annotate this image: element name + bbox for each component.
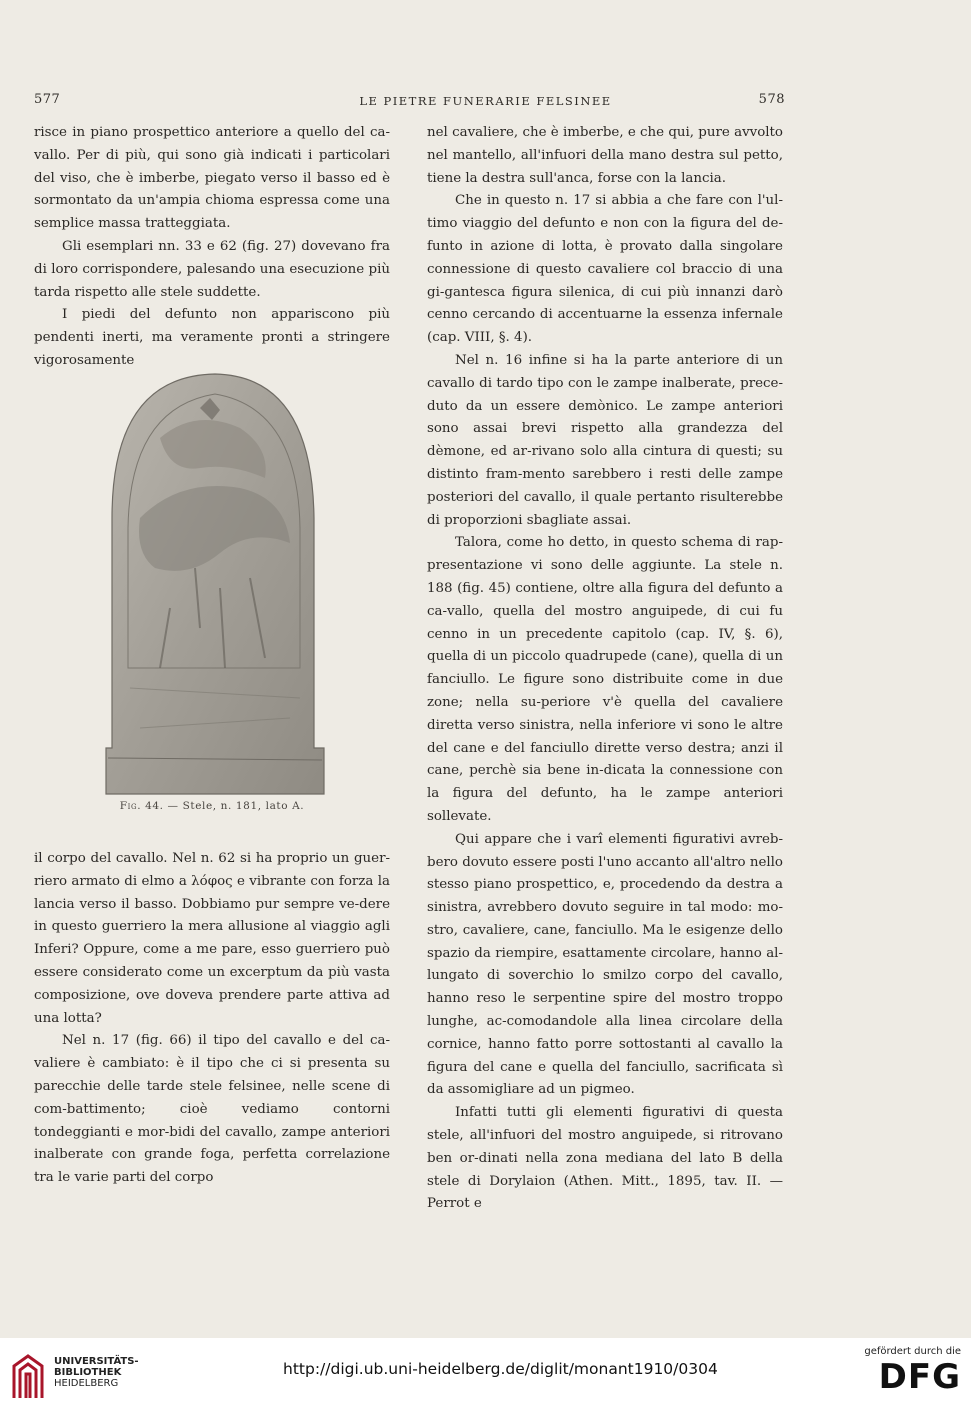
figure-caption-text: — Stele, n. 181, lato A.: [167, 800, 305, 812]
digitization-footer: [0, 1338, 971, 1414]
dfg-logo: DFG: [878, 1357, 961, 1397]
left-column-bottom: [34, 848, 390, 1190]
paragraph: Qui appare che i varî elementi figurativi avreb-bero dovuto essere posti l'uno accanto all'altro nello stesso piano prospettico, e, procedendo da destra a sinistra, avrebbero dovuto seguire in tal modo: mo-stro, cavaliere, cane, fanciullo. Ma le esigenze dello spazio da riempire, esattamente circolare, hanno al-lungato di soverchio lo smilzo corpo del cavallo, hanno reso le serpentine spire del mostro troppo lunghe, ac-comodandole alla linea circolare della cornice, hanno fatto porre sottostanti al cavallo la figura del cane e quella del fanciullo, sacrificata sì da assomigliare ad un pigmeo.: [427, 831, 783, 1098]
funder-label: gefördert durch die: [864, 1346, 961, 1357]
paragraph: Talora, come ho detto, in questo schema di rap-presentazione vi sono delle aggiunte. La stele n. 188 (fig. 45) contiene, oltre alla figura del defunto a ca-vallo, quella del mostro anguipede, di cui fu cenno in un precedente capitolo (cap. IV, §. 6), quella di un piccolo quadrupede (cane), quella di un fanciullo. Le figure sono distribuite come in due zone; nella su-periore v'è quella del cavaliere diretta verso sinistra, nella inferiore vi sono le altre del cane e del fanciullo dirette verso destra; anzi il cane, perchè sia bene in-dicata la connessione con la figura del defunto, ha le zampe anteriori sollevate.: [427, 535, 783, 824]
stele-figure: [100, 368, 330, 796]
paragraph: I piedi del defunto non appariscono più pendenti inerti, ma veramente pronti a stringere vigorosamente: [34, 307, 390, 368]
stele-illustration: [100, 368, 330, 796]
page-number-right: 578: [758, 92, 785, 107]
running-title: LE PIETRE FUNERARIE FELSINEE: [359, 94, 612, 108]
source-url-link[interactable]: http://digi.ub.uni-heidelberg.de/diglit/monant1910/0304: [283, 1360, 718, 1378]
figure-label: Fig. 44.: [119, 800, 164, 812]
library-logo: [10, 1350, 160, 1404]
funder-logo: [851, 1346, 961, 1406]
library-name-line2: BIBLIOTHEK: [54, 1367, 122, 1378]
paragraph: risce in piano prospettico anteriore a quello del ca-vallo. Per di più, qui sono già indicati i particolari del viso, che è imberbe, piegato verso il basso ed è sormontato da un'ampia chioma espressa come una semplice massa tratteggiata.: [34, 125, 390, 232]
paragraph: Infatti tutti gli elementi figurativi di questa stele, all'infuori del mostro anguipede, si ritrovano ben or-dinati nella zona mediana del lato B della stele di Dorylaion (Athen. Mitt., 1895, tav. II. — Perrot e: [427, 1105, 783, 1212]
library-emblem-icon: [10, 1354, 46, 1400]
paragraph: nel cavaliere, che è imberbe, e che qui, pure avvolto nel mantello, all'infuori della mano destra sul petto, tiene la destra sull'anca, forse con la lancia.: [427, 125, 783, 186]
library-name-line1: UNIVERSITÄTS-: [54, 1356, 139, 1367]
figure-caption: [34, 800, 390, 812]
paragraph: Nel n. 16 infine si ha la parte anteriore di un cavallo di tardo tipo con le zampe inalberate, prece-duto da un essere demònico. Le zampe anteriori sono assai brevi rispetto alla grandezza del dèmone, ed ar-rivano solo alla cintura di questi; su distinto fram-mento sarebbero i resti delle zampe posteriori del cavallo, il quale pertanto risulterebbe di proporzioni sbagliate assai.: [427, 352, 783, 528]
right-column: [427, 122, 783, 1216]
library-name-line3: HEIDELBERG: [54, 1378, 119, 1389]
paragraph: Gli esemplari nn. 33 e 62 (fig. 27) dovevano fra di loro corrispondere, palesando una esecuzione più tarda rispetto alle stele suddette.: [34, 238, 390, 300]
paragraph: Nel n. 17 (fig. 66) il tipo del cavallo e del ca-valiere è cambiato: è il tipo che ci si presenta su parecchie delle tarde stele felsinee, nelle scene di com-battimento; cioè vediamo contorni tondeggianti e mor-bidi del cavallo, zampe anteriori inalberate con grande foga, perfetta correlazione tra le varie parti del corpo: [34, 1033, 390, 1186]
left-column-top: [34, 122, 390, 373]
paragraph: Che in questo n. 17 si abbia a che fare con l'ul-timo viaggio del defunto e non con la figura del de-funto in azione di lotta, è provato dalla singolare connessione di questo cavaliere col braccio di una gi-gantesca figura silenica, di cui più innanzi darò cenno cercando di accentuarne la essenza infernale (cap. VIII, §. 4).: [427, 193, 783, 346]
page-number-left: 577: [34, 92, 61, 107]
paragraph: il corpo del cavallo. Nel n. 62 si ha proprio un guer-riero armato di elmo a λόφος e vibrante con forza la lancia verso il basso. Dobbiamo pur sempre ve-dere in questo guerriero la mera allusione al viaggio agli Inferi? Oppure, come a me pare, esso guerriero può essere considerato come un excerptum da più vasta composizione, ove doveva prendere parte attiva ad una lotta?: [34, 851, 390, 1026]
